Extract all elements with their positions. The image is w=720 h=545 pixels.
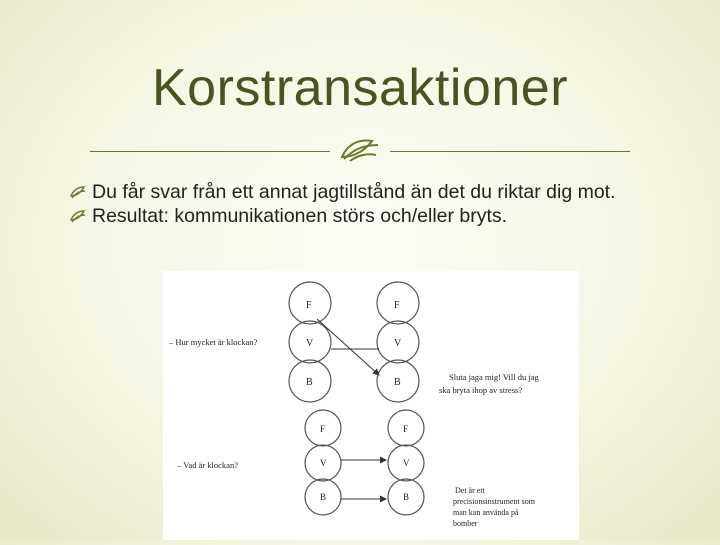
diagram-2-reply: Det är ett [455, 486, 485, 495]
transaction-diagram [163, 271, 579, 540]
ego-label: B [306, 377, 313, 388]
diagram-2 [176, 410, 536, 528]
ego-label: F [394, 300, 400, 311]
ego-label: V [403, 458, 410, 468]
diagram-1 [168, 282, 540, 402]
slide-title: Korstransaktioner [151, 59, 569, 117]
diagram-2-reply: precisionsinstrument som [453, 497, 535, 506]
bullet-text: Du får svar från ett annat jagtillstånd än det du riktar dig mot. [92, 181, 616, 203]
ego-label: B [394, 377, 401, 388]
ego-label: B [403, 492, 410, 502]
leaf-bullet-icon [70, 209, 86, 223]
leaf-bullet-icon [70, 185, 86, 199]
diagram-1-question: – Hur mycket är klockan? [169, 337, 258, 347]
transaction-arrow [317, 319, 379, 375]
bullet-list [70, 180, 690, 228]
ego-label: F [403, 424, 409, 434]
diagram-1-reply: ska bryta ihop av stress? [439, 385, 523, 395]
ego-label: B [320, 492, 327, 502]
ego-label: F [320, 424, 326, 434]
bullet-item [70, 180, 690, 204]
diagram-2-reply: man kan använda på [453, 508, 519, 517]
ego-label: V [306, 338, 314, 349]
bullet-text: Resultat: kommunikationen störs och/eller bryts. [92, 205, 508, 227]
title-divider [90, 151, 630, 153]
ego-label: V [394, 338, 402, 349]
divider-line-left [90, 151, 330, 152]
leaf-ornament-icon [338, 135, 382, 165]
ego-label: F [306, 300, 312, 311]
transaction-diagram-image [163, 271, 579, 540]
diagram-2-question: – Vad är klockan? [177, 460, 238, 470]
ego-label: V [320, 458, 327, 468]
bullet-item [70, 204, 690, 228]
divider-line-right [390, 151, 630, 152]
diagram-1-reply: Sluta jaga mig! Vill du jag [449, 372, 539, 382]
diagram-2-reply: bomber [453, 519, 478, 528]
